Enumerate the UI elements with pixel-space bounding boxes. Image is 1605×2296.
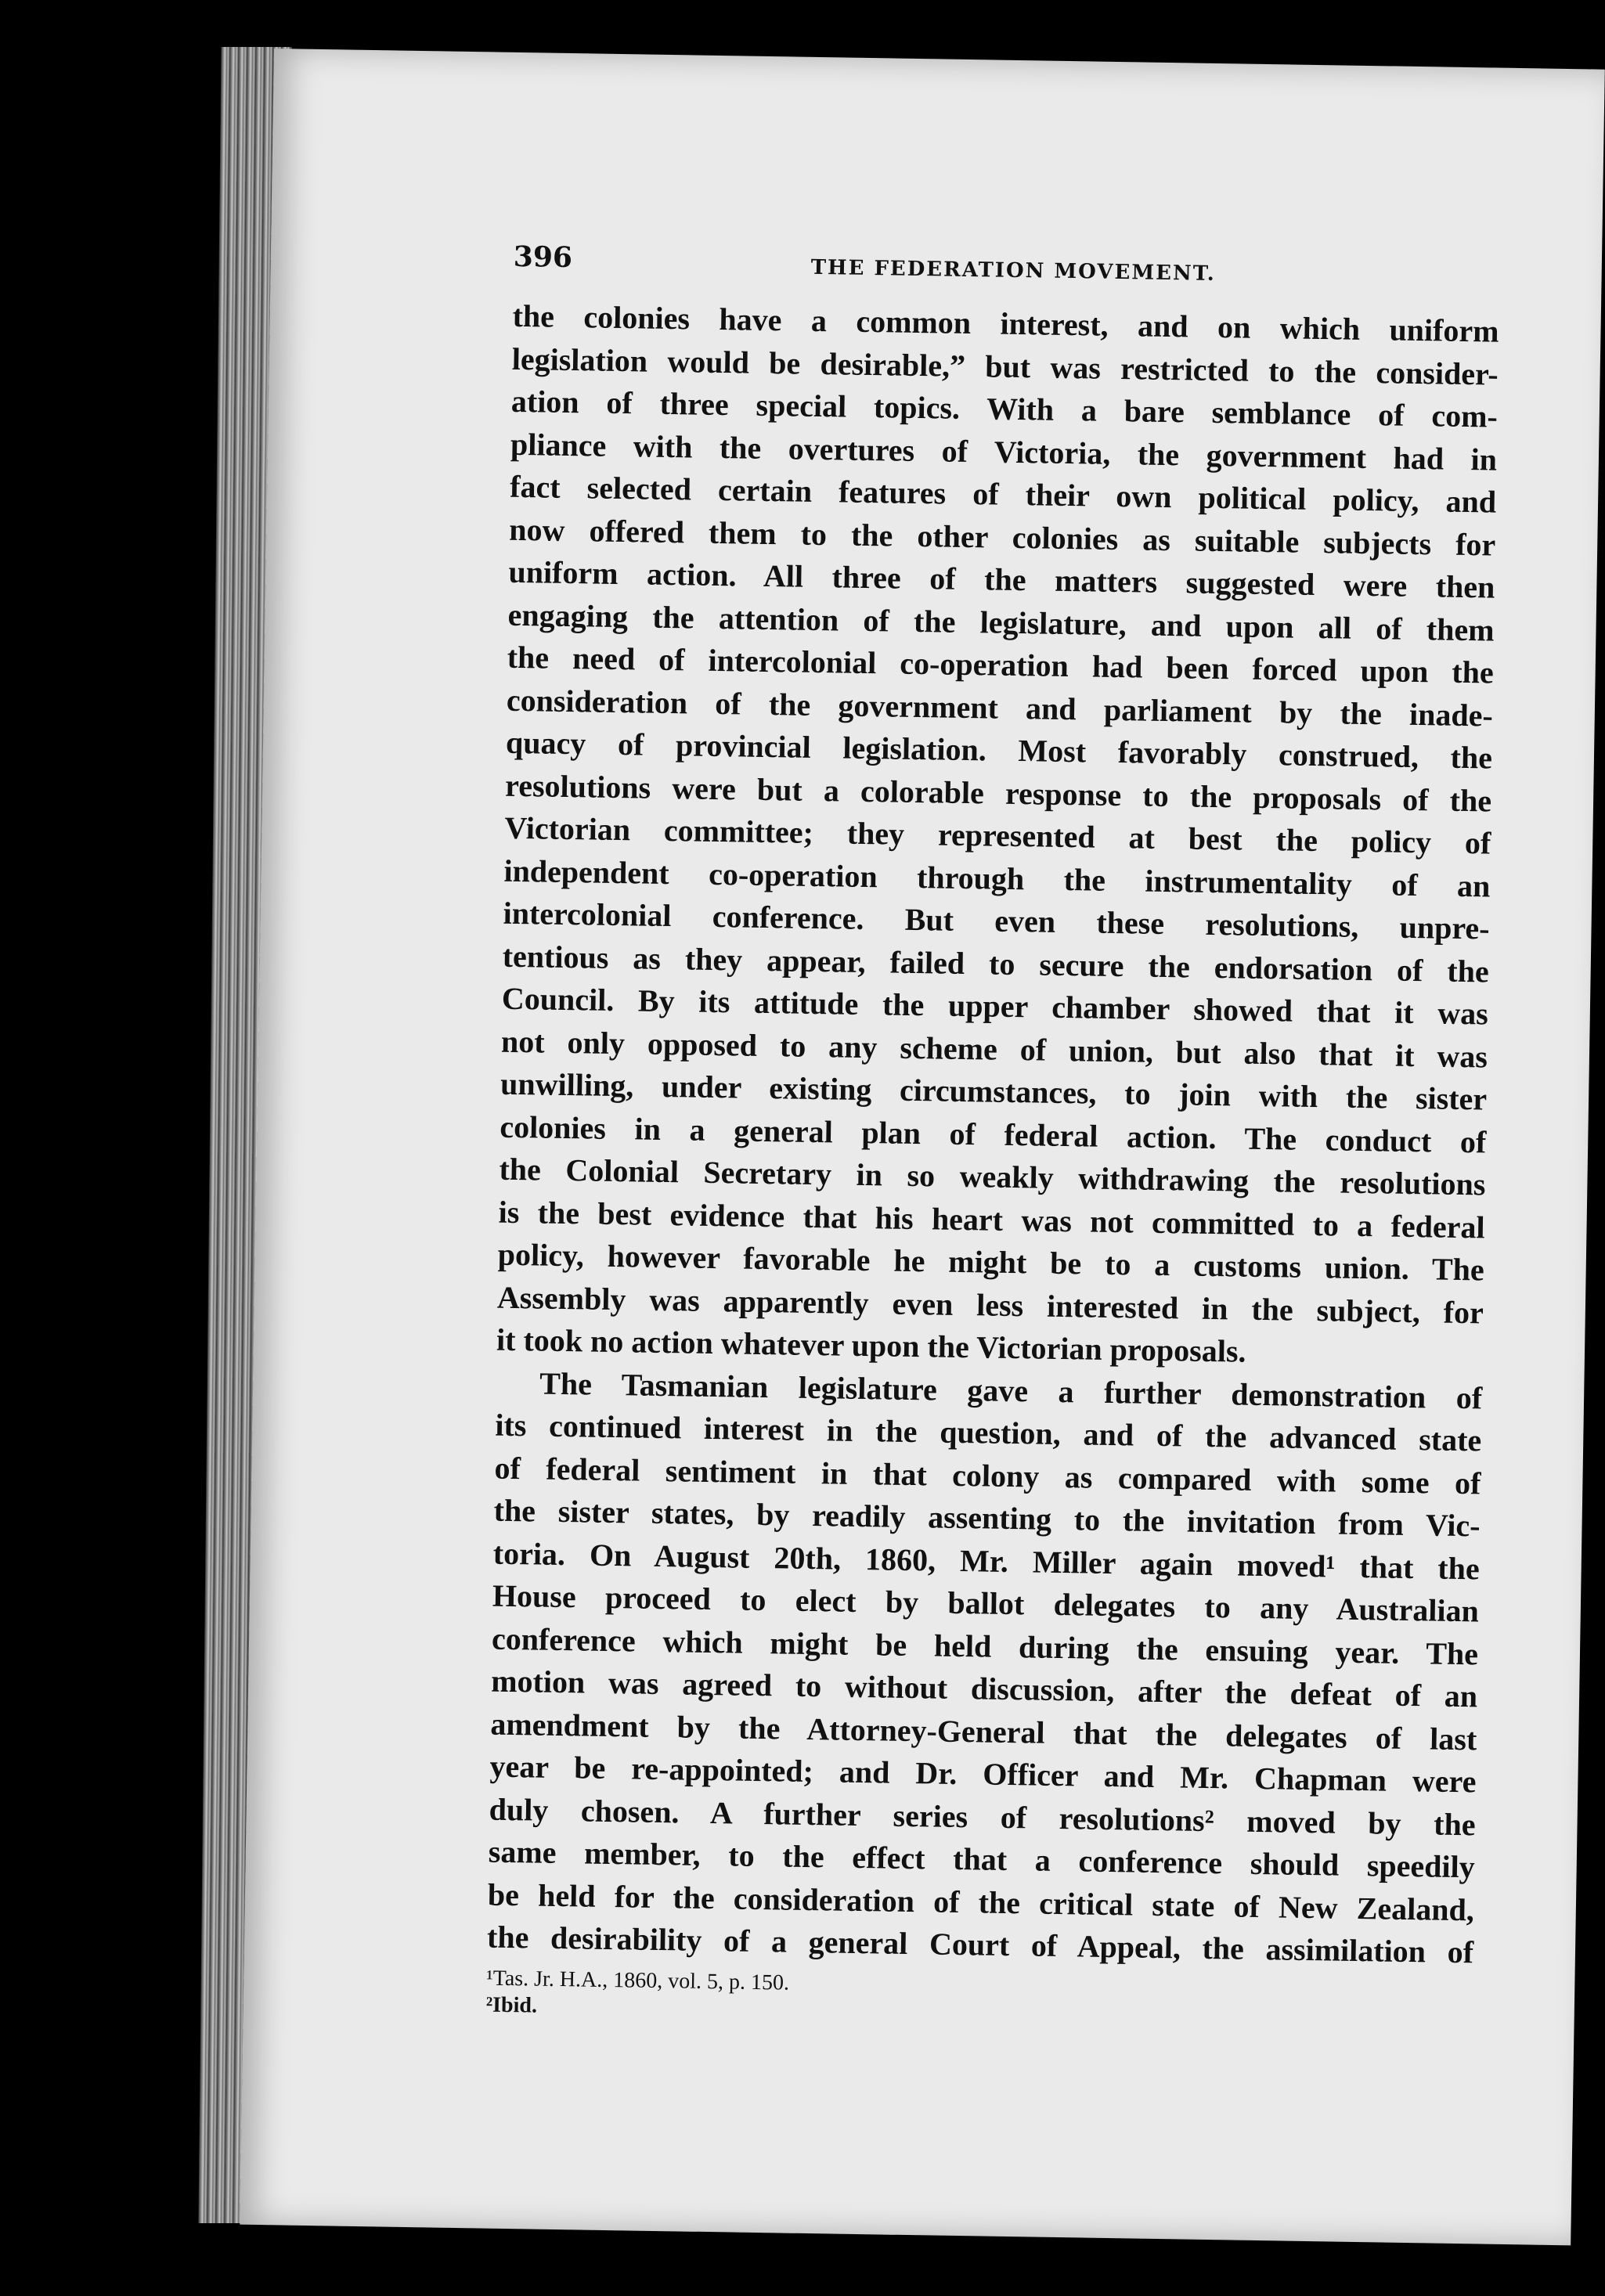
page-number: 396 xyxy=(513,240,573,275)
book-page xyxy=(240,49,1604,2245)
text-line: fact selected certain features of their own political policy, and xyxy=(509,468,1497,520)
text-line: pliance with the overtures of Victoria, the government had in xyxy=(510,426,1498,478)
text-line: now offered them to the other colonies as suitable subjects for xyxy=(509,511,1496,563)
text-line: the Colonial Secretary in so weakly withdrawing the resolutions xyxy=(499,1151,1486,1202)
footnote-2: ²Ibid. xyxy=(485,1992,538,2018)
text-line: intercolonial conference. But even these resolutions, unpre- xyxy=(503,895,1490,946)
text-line: conference which might be held during the ensuing year. The xyxy=(491,1620,1479,1671)
text-line: The Tasmanian legislature gave a further demonstration of xyxy=(539,1365,1483,1415)
text-line: year be re-appointed; and Dr. Officer and Mr. Chapman were xyxy=(489,1748,1477,1800)
text-line: of federal sentiment in that colony as compared with some of xyxy=(494,1450,1481,1501)
footnote-1: ¹Tas. Jr. H.A., 1860, vol. 5, p. 150. xyxy=(486,1966,790,1995)
text-line: consideration of the government and parliament by the inade- xyxy=(506,682,1494,733)
text-line: Victorian committee; they represented at best the policy of xyxy=(504,809,1491,861)
text-line: duly chosen. A further series of resolutions² moved by the xyxy=(489,1791,1476,1842)
text-line: legislation would be desirable,” but was restricted to the consider- xyxy=(511,341,1499,392)
text-line: Council. By its attitude the upper chamber showed that it was xyxy=(501,980,1489,1032)
text-line: uniform action. All three of the matters suggested were then xyxy=(508,553,1495,605)
text-line: engaging the attention of the legislature, and upon all of them xyxy=(507,597,1495,648)
text-line: resolutions were but a colorable response to the proposals of the xyxy=(504,767,1492,819)
text-line: quacy of provincial legislation. Most favorably construed, the xyxy=(505,724,1493,776)
text-line: the need of intercolonial co-operation had been forced upon the xyxy=(507,639,1495,690)
text-line: policy, however favorable he might be to a customs union. The xyxy=(497,1236,1485,1288)
text-line: the desirability of a general Court of Appeal, the assimilation of xyxy=(486,1919,1474,1970)
paragraph-2 xyxy=(487,1361,1483,1974)
text-line: motion was agreed to without discussion, after the defeat of an xyxy=(490,1663,1478,1714)
text-line: it took no action whatever upon the Victorian proposals. xyxy=(496,1321,1246,1369)
text-line: Assembly was apparently even less interested in the subject, for xyxy=(496,1279,1484,1330)
text-line: colonies in a general plan of federal action. The conduct of xyxy=(500,1108,1487,1159)
text-line: tentious as they appear, failed to secure the endorsation of the xyxy=(502,938,1490,989)
text-line: unwilling, under existing circumstances, to join with the sister xyxy=(500,1065,1488,1117)
text-line: its continued interest in the question, and of the advanced state xyxy=(495,1407,1482,1458)
text-line: amendment by the Attorney-General that the delegates of last xyxy=(490,1706,1477,1757)
paragraph-1 xyxy=(496,295,1499,1377)
footnotes xyxy=(486,1965,1473,2034)
text-line: the sister states, by readily assenting to the invitation from Vic- xyxy=(493,1492,1481,1544)
text-line: not only opposed to any scheme of union, but also that it was xyxy=(500,1023,1488,1075)
text-line: be held for the consideration of the critical state of New Zealand, xyxy=(487,1876,1475,1927)
running-title: THE FEDERATION MOVEMENT. xyxy=(810,255,1217,286)
text-line: toria. On August 20th, 1860, Mr. Miller again moved¹ that the xyxy=(492,1535,1481,1586)
text-line: House proceed to elect by ballot delegates to any Australian xyxy=(492,1577,1480,1629)
text-block xyxy=(486,240,1501,2034)
text-line: is the best evidence that his heart was not committed to a federal xyxy=(498,1194,1485,1245)
text-line: independent co-operation through the instrumentality of an xyxy=(503,852,1491,904)
text-line: ation of three special topics. With a bare semblance of com- xyxy=(510,383,1499,434)
text-line: the colonies have a common interest, and on which uniform xyxy=(512,297,1499,349)
text-line: same member, to the effect that a conference should speedily xyxy=(488,1833,1476,1885)
